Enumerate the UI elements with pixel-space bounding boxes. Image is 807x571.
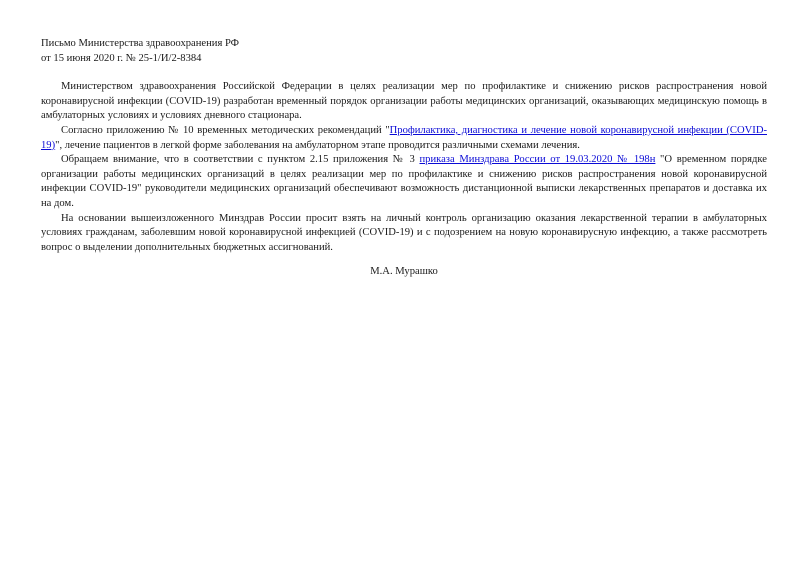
paragraph-2-text-start: Согласно приложению № 10 временных методических рекомендаций " [61, 124, 390, 136]
recommendations-link[interactable]: Профилактика, диагностика и лечение новой коронавирусной инфекции (COVID-19) [41, 124, 767, 151]
document-date-number: от 15 июня 2020 г. № 25-1/И/2-8384 [41, 52, 202, 64]
paragraph-3-text-start: Обращаем внимание, что в соответствии с пунктом 2.15 приложения № 3 [61, 154, 420, 166]
paragraph-1: Министерством здравоохранения Российской Федерации в целях реализации мер по профилактике и снижению рисков распространения новой коронавирусной инфекции (COVID-19) разработан временный порядок организации работы медицинских организаций, оказывающих медицинскую помощь в амбулаторных условиях и условиях дневного стационара. [41, 81, 767, 122]
document-page [41, 37, 767, 280]
paragraph-3-text-end: "О временном порядке организации работы медицинских организаций в целях реализации мер по профилактике и снижению рисков распространения новой коронавирусной инфекции COVID-19" руководители медицинских организаций обеспечивают возможность дистанционной выписки лекарственных препаратов и доставка их на дом. [41, 154, 768, 209]
document-title: Письмо Министерства здравоохранения РФ [41, 38, 240, 49]
paragraph-2-text-end: ", лечение пациентов в легкой форме заболевания на амбулаторном этапе проводится различными схемами лечения. [55, 139, 580, 151]
paragraph-3 [41, 153, 767, 211]
paragraph-4: На основании вышеизложенного Минздрав России просит взять на личный контроль организацию оказания лекарственной терапии в амбулаторных условиях гражданам, заболевшим новой коронавирусной инфекцией (COVID-19) и с подозрением на новую коронавирусную инфекцию, а также рассмотреть вопрос о выделении дополнительных бюджетных ассигнований. [41, 212, 767, 253]
signature: М.А. Мурашко [370, 266, 438, 278]
paragraph-2 [41, 124, 767, 153]
document-header [41, 37, 767, 66]
order-198n-link[interactable]: приказа Минздрава России от 19.03.2020 № 198н [419, 154, 656, 166]
document-body [41, 80, 767, 255]
